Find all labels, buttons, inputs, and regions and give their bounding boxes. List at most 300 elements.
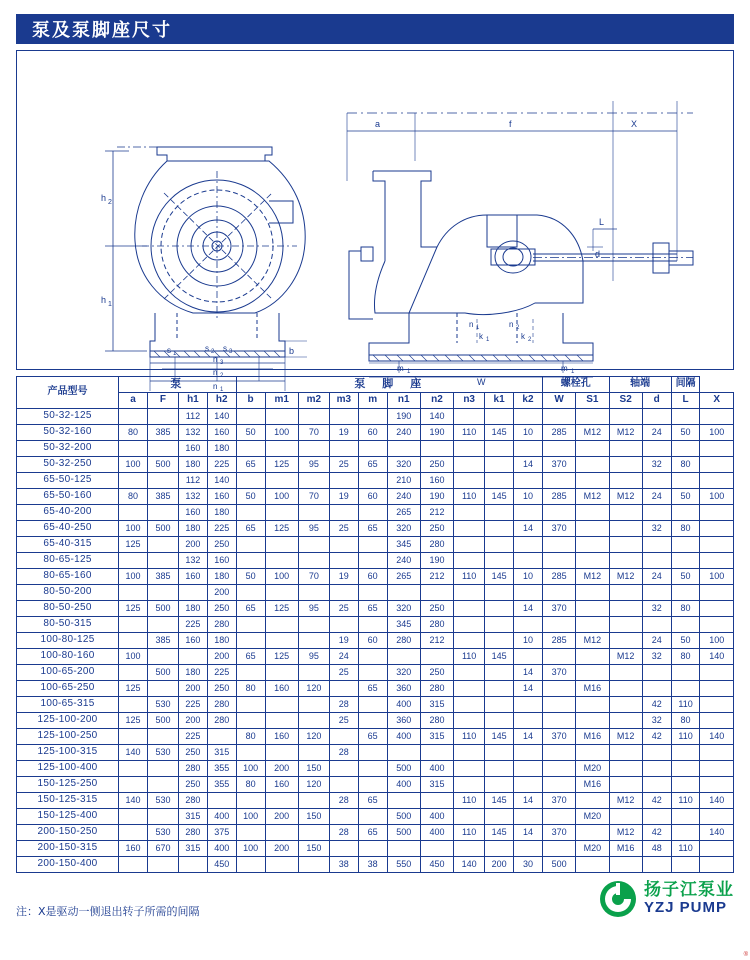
cell-X: 100: [700, 569, 734, 585]
svg-text:2: 2: [220, 373, 224, 379]
cell-m2: [298, 857, 329, 873]
cell-L: 110: [671, 841, 700, 857]
cell-m: 65: [358, 729, 387, 745]
cell-m3: 25: [329, 601, 358, 617]
cell-n1: [387, 745, 420, 761]
cell-model: 100-65-200: [17, 665, 119, 681]
cell-S1: [576, 441, 609, 457]
cell-h1: 112: [179, 409, 208, 425]
yzj-logo-icon: [598, 879, 638, 919]
table-row: [17, 489, 734, 505]
cell-b: [236, 697, 265, 713]
cell-S1: M16: [576, 729, 609, 745]
table-row: [17, 713, 734, 729]
cell-m: [358, 537, 387, 553]
cell-S2: [609, 857, 642, 873]
table-row: [17, 761, 734, 777]
cell-X: [700, 809, 734, 825]
cell-h2: 280: [207, 713, 236, 729]
cell-n3: [454, 473, 485, 489]
cell-W: [542, 585, 575, 601]
cell-n1: 360: [387, 681, 420, 697]
cell-S2: [609, 617, 642, 633]
cell-h2: 180: [207, 441, 236, 457]
cell-b: [236, 473, 265, 489]
svg-text:n: n: [213, 368, 218, 377]
table-row: [17, 697, 734, 713]
cell-n2: [420, 649, 453, 665]
cell-S2: M12: [609, 825, 642, 841]
cell-h2: 180: [207, 633, 236, 649]
svg-text:k: k: [521, 332, 525, 341]
cell-m1: [265, 633, 298, 649]
cell-model: 65-40-315: [17, 537, 119, 553]
cell-a: [119, 409, 148, 425]
cell-L: [671, 777, 700, 793]
cell-model: 80-50-200: [17, 585, 119, 601]
cell-a: 80: [119, 425, 148, 441]
svg-text:f: f: [509, 119, 512, 129]
cell-d: [642, 809, 671, 825]
header-group-shaft: 轴端: [609, 377, 671, 393]
cell-m3: 24: [329, 649, 358, 665]
svg-text:1: 1: [407, 369, 411, 375]
cell-F: 385: [147, 569, 178, 585]
cell-h1: 225: [179, 617, 208, 633]
header-k2: k2: [514, 393, 543, 409]
cell-d: 24: [642, 489, 671, 505]
cell-X: 100: [700, 633, 734, 649]
page-title: 泵及泵脚座尺寸: [32, 20, 172, 41]
cell-d: 32: [642, 649, 671, 665]
cell-n1: 240: [387, 489, 420, 505]
table-row: [17, 857, 734, 873]
cell-k1: [485, 761, 514, 777]
cell-S2: [609, 761, 642, 777]
cell-h1: 315: [179, 809, 208, 825]
cell-m2: 150: [298, 761, 329, 777]
cell-m: [358, 441, 387, 457]
cell-h2: 280: [207, 617, 236, 633]
cell-W: 370: [542, 793, 575, 809]
cell-m1: 125: [265, 521, 298, 537]
cell-d: 32: [642, 521, 671, 537]
cell-n2: [420, 745, 453, 761]
cell-b: [236, 585, 265, 601]
cell-m2: [298, 553, 329, 569]
cell-W: [542, 473, 575, 489]
cell-n3: 140: [454, 857, 485, 873]
cell-k2: [514, 745, 543, 761]
cell-d: [642, 745, 671, 761]
cell-m1: [265, 409, 298, 425]
cell-n2: 160: [420, 473, 453, 489]
cell-n3: [454, 521, 485, 537]
cell-S1: M12: [576, 425, 609, 441]
cell-F: [147, 441, 178, 457]
table-row: [17, 585, 734, 601]
cell-X: [700, 841, 734, 857]
cell-h2: 225: [207, 665, 236, 681]
cell-m1: 160: [265, 681, 298, 697]
header-n3: n3: [454, 393, 485, 409]
cell-k1: [485, 713, 514, 729]
cell-S1: [576, 697, 609, 713]
cell-m: [358, 713, 387, 729]
cell-m3: 38: [329, 857, 358, 873]
cell-S1: [576, 585, 609, 601]
cell-n2: 212: [420, 569, 453, 585]
cell-m3: [329, 841, 358, 857]
dimension-table-wrap: [16, 376, 734, 873]
cell-n2: 212: [420, 633, 453, 649]
cell-S1: [576, 473, 609, 489]
cell-b: [236, 713, 265, 729]
cell-h2: 140: [207, 409, 236, 425]
cell-k1: [485, 681, 514, 697]
cell-m1: [265, 537, 298, 553]
page-title-bar: [16, 14, 734, 44]
cell-W: 370: [542, 521, 575, 537]
cell-d: [642, 441, 671, 457]
cell-S2: M12: [609, 569, 642, 585]
cell-S2: M12: [609, 649, 642, 665]
cell-S1: [576, 521, 609, 537]
header-k1: k1: [485, 393, 514, 409]
cell-k2: 10: [514, 425, 543, 441]
cell-n1: 345: [387, 537, 420, 553]
cell-b: [236, 409, 265, 425]
cell-k2: [514, 537, 543, 553]
cell-k1: 145: [485, 569, 514, 585]
cell-model: 125-100-400: [17, 761, 119, 777]
cell-m1: [265, 857, 298, 873]
cell-d: 24: [642, 569, 671, 585]
cell-h2: [207, 793, 236, 809]
cell-h1: 160: [179, 505, 208, 521]
cell-W: 370: [542, 825, 575, 841]
cell-h1: 180: [179, 521, 208, 537]
svg-text:1: 1: [486, 337, 490, 343]
cell-n3: 110: [454, 569, 485, 585]
cell-m1: [265, 617, 298, 633]
cell-k1: [485, 441, 514, 457]
cell-m: [358, 745, 387, 761]
cell-F: 530: [147, 697, 178, 713]
cell-n1: 400: [387, 729, 420, 745]
cell-h1: 280: [179, 793, 208, 809]
cell-m1: [265, 793, 298, 809]
cell-n3: 110: [454, 489, 485, 505]
cell-a: [119, 617, 148, 633]
cell-m1: 200: [265, 761, 298, 777]
cell-b: [236, 537, 265, 553]
footnote: 注：X是驱动一侧退出转子所需的间隔: [16, 905, 200, 918]
cell-k1: [485, 473, 514, 489]
cell-m2: [298, 665, 329, 681]
cell-h1: 160: [179, 441, 208, 457]
cell-m1: [265, 473, 298, 489]
cell-m1: 125: [265, 649, 298, 665]
cell-h2: 200: [207, 649, 236, 665]
cell-m3: [329, 473, 358, 489]
cell-S1: [576, 713, 609, 729]
cell-a: [119, 777, 148, 793]
cell-h1: 280: [179, 825, 208, 841]
cell-b: [236, 857, 265, 873]
cell-h1: 180: [179, 665, 208, 681]
cell-k2: 10: [514, 633, 543, 649]
cell-k1: 200: [485, 857, 514, 873]
svg-text:b: b: [289, 346, 295, 356]
header-group-pump: 泵: [119, 377, 237, 393]
cell-b: [236, 793, 265, 809]
cell-model: 125-100-315: [17, 745, 119, 761]
cell-h2: 225: [207, 457, 236, 473]
cell-model: 100-80-125: [17, 633, 119, 649]
cell-F: [147, 777, 178, 793]
cell-d: 42: [642, 825, 671, 841]
cell-k2: 14: [514, 793, 543, 809]
cell-L: 110: [671, 793, 700, 809]
cell-m: [358, 553, 387, 569]
cell-m1: [265, 825, 298, 841]
cell-m3: [329, 729, 358, 745]
cell-S2: [609, 633, 642, 649]
cell-m2: 95: [298, 521, 329, 537]
cell-model: 125-100-250: [17, 729, 119, 745]
cell-m1: 125: [265, 457, 298, 473]
cell-L: 50: [671, 569, 700, 585]
cell-h2: 280: [207, 697, 236, 713]
cell-n3: [454, 457, 485, 473]
cell-X: [700, 521, 734, 537]
cell-model: 80-50-250: [17, 601, 119, 617]
cell-h1: 160: [179, 569, 208, 585]
cell-k2: [514, 761, 543, 777]
company-logo: [598, 879, 734, 919]
cell-h1: 315: [179, 841, 208, 857]
table-row: [17, 617, 734, 633]
cell-n2: 315: [420, 729, 453, 745]
cell-n2: 400: [420, 761, 453, 777]
header-group-base: 泵 脚 座: [236, 377, 542, 393]
cell-X: 140: [700, 793, 734, 809]
cell-m3: 25: [329, 665, 358, 681]
cell-X: [700, 585, 734, 601]
cell-F: [147, 681, 178, 697]
cell-L: [671, 617, 700, 633]
cell-n1: [387, 793, 420, 809]
table-header-row-1: [17, 377, 734, 393]
cell-F: [147, 409, 178, 425]
cell-b: [236, 505, 265, 521]
cell-m: [358, 697, 387, 713]
cell-a: [119, 505, 148, 521]
cell-d: [642, 553, 671, 569]
svg-text:1: 1: [108, 301, 112, 308]
table-row: [17, 553, 734, 569]
cell-a: 100: [119, 649, 148, 665]
cell-a: [119, 697, 148, 713]
cell-X: 140: [700, 649, 734, 665]
cell-h1: 180: [179, 457, 208, 473]
cell-n1: 500: [387, 761, 420, 777]
cell-n2: [420, 441, 453, 457]
cell-X: [700, 681, 734, 697]
cell-m2: [298, 537, 329, 553]
cell-S2: [609, 777, 642, 793]
cell-h2: 450: [207, 857, 236, 873]
cell-m2: [298, 473, 329, 489]
cell-m3: 19: [329, 633, 358, 649]
cell-L: 110: [671, 729, 700, 745]
cell-n2: 400: [420, 809, 453, 825]
cell-n2: 250: [420, 521, 453, 537]
cell-k2: [514, 505, 543, 521]
cell-h1: 132: [179, 489, 208, 505]
cell-X: [700, 713, 734, 729]
cell-S1: M12: [576, 569, 609, 585]
cell-m2: 150: [298, 841, 329, 857]
header-m1: m1: [265, 393, 298, 409]
cell-S1: [576, 537, 609, 553]
header-n2: n2: [420, 393, 453, 409]
cell-n1: 320: [387, 601, 420, 617]
cell-h2: 160: [207, 489, 236, 505]
cell-d: [642, 537, 671, 553]
cell-h2: 180: [207, 505, 236, 521]
header-h1: h1: [179, 393, 208, 409]
cell-k1: [485, 665, 514, 681]
cell-k1: [485, 601, 514, 617]
cell-n1: [387, 441, 420, 457]
cell-m3: [329, 681, 358, 697]
header-h2: h2: [207, 393, 236, 409]
svg-text:s: s: [205, 344, 209, 353]
cell-n1: 500: [387, 809, 420, 825]
cell-n1: [387, 585, 420, 601]
cell-F: 385: [147, 633, 178, 649]
cell-F: [147, 553, 178, 569]
cell-d: [642, 665, 671, 681]
cell-k1: [485, 617, 514, 633]
cell-F: [147, 809, 178, 825]
cell-a: [119, 825, 148, 841]
cell-k1: [485, 745, 514, 761]
cell-m3: 28: [329, 697, 358, 713]
cell-S1: [576, 457, 609, 473]
cell-n2: [420, 793, 453, 809]
cell-a: 100: [119, 457, 148, 473]
table-body: [17, 409, 734, 873]
cell-n1: 400: [387, 697, 420, 713]
cell-X: [700, 473, 734, 489]
cell-S1: M20: [576, 841, 609, 857]
cell-S2: [609, 585, 642, 601]
cell-W: [542, 409, 575, 425]
cell-F: [147, 585, 178, 601]
cell-a: 140: [119, 745, 148, 761]
cell-n2: 140: [420, 409, 453, 425]
table-row: [17, 473, 734, 489]
cell-X: [700, 457, 734, 473]
cell-k1: [485, 697, 514, 713]
cell-m2: 70: [298, 489, 329, 505]
cell-h1: 200: [179, 681, 208, 697]
cell-m2: 120: [298, 777, 329, 793]
logo-text-cn: 扬子江泵业: [644, 880, 734, 901]
svg-text:L: L: [599, 217, 605, 227]
cell-W: [542, 841, 575, 857]
cell-m3: [329, 537, 358, 553]
cell-k2: [514, 713, 543, 729]
cell-k2: [514, 617, 543, 633]
cell-b: [236, 441, 265, 457]
cell-S1: [576, 745, 609, 761]
cell-n2: 400: [420, 825, 453, 841]
cell-S2: [609, 409, 642, 425]
cell-h1: 225: [179, 697, 208, 713]
table-row: [17, 825, 734, 841]
cell-m: [358, 665, 387, 681]
cell-X: 100: [700, 425, 734, 441]
cell-S1: [576, 825, 609, 841]
cell-n2: 450: [420, 857, 453, 873]
cell-n2: 280: [420, 617, 453, 633]
cell-b: 80: [236, 681, 265, 697]
cell-L: [671, 409, 700, 425]
cell-a: 125: [119, 537, 148, 553]
cell-n1: 320: [387, 457, 420, 473]
cell-m3: 28: [329, 745, 358, 761]
cell-m: 65: [358, 521, 387, 537]
cell-n2: 280: [420, 681, 453, 697]
cell-k2: [514, 697, 543, 713]
cell-h1: 132: [179, 553, 208, 569]
cell-S1: [576, 409, 609, 425]
dimension-table: [16, 376, 734, 873]
cell-n1: 280: [387, 633, 420, 649]
cell-k1: [485, 633, 514, 649]
cell-n1: 240: [387, 553, 420, 569]
cell-F: [147, 761, 178, 777]
cell-m2: 95: [298, 649, 329, 665]
table-row: [17, 809, 734, 825]
cell-d: 24: [642, 425, 671, 441]
cell-S1: [576, 617, 609, 633]
cell-L: 80: [671, 601, 700, 617]
table-row: [17, 505, 734, 521]
cell-F: [147, 505, 178, 521]
cell-m: [358, 809, 387, 825]
cell-n3: 110: [454, 825, 485, 841]
cell-W: [542, 745, 575, 761]
svg-text:a: a: [375, 119, 381, 129]
header-L: L: [671, 393, 700, 409]
cell-W: [542, 649, 575, 665]
header-m2: m2: [298, 393, 329, 409]
cell-W: [542, 697, 575, 713]
cell-k2: [514, 553, 543, 569]
cell-a: 80: [119, 489, 148, 505]
svg-text:1: 1: [173, 351, 177, 357]
cell-n3: [454, 761, 485, 777]
cell-m1: 160: [265, 729, 298, 745]
header-m: m: [358, 393, 387, 409]
cell-S1: [576, 505, 609, 521]
cell-h2: 180: [207, 569, 236, 585]
